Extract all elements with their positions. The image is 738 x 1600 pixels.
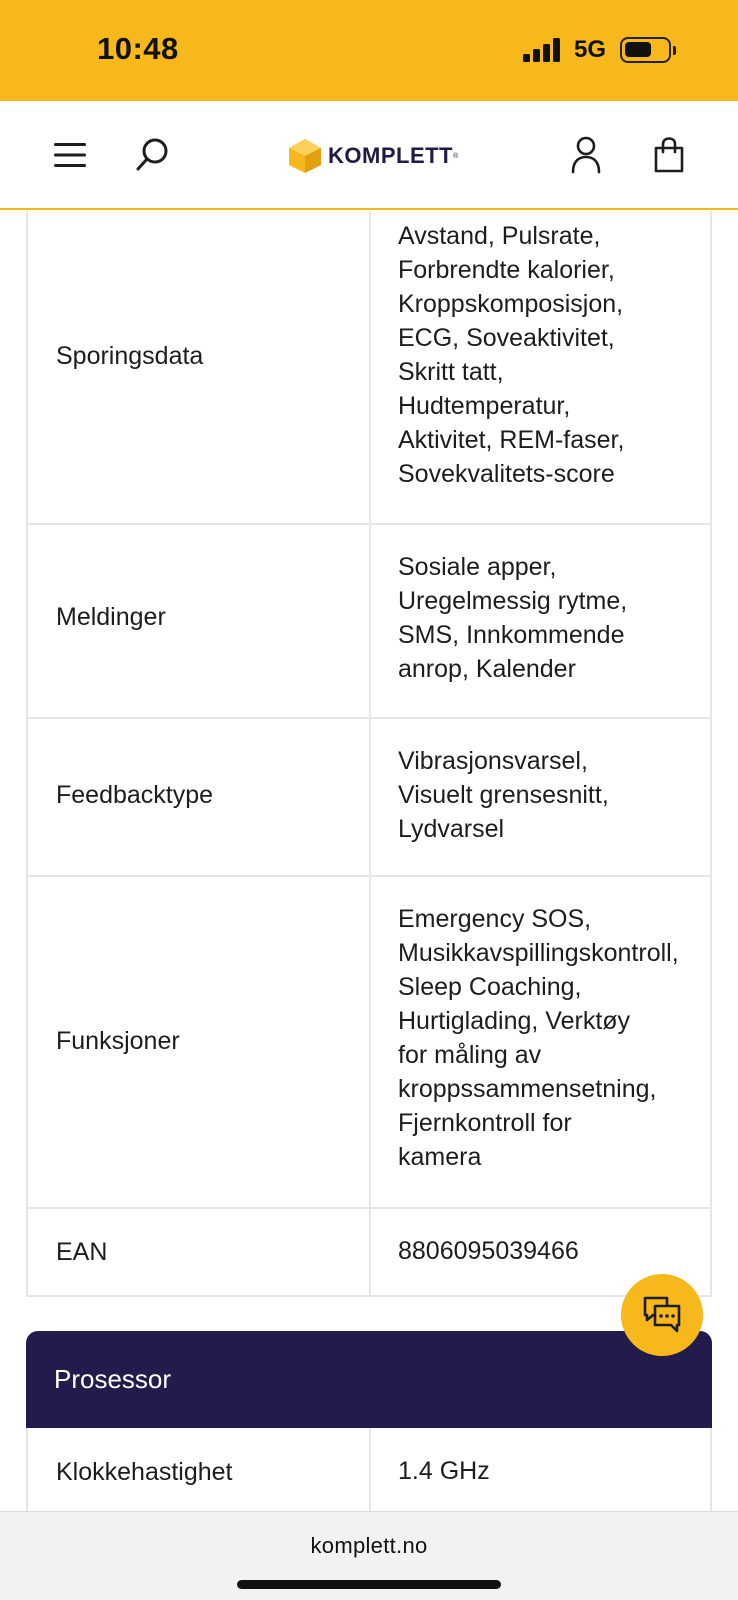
site-header	[0, 101, 738, 210]
logo-registered-mark: ®	[453, 152, 459, 160]
spec-label: Feedbacktype	[56, 781, 214, 809]
network-label: 5G	[574, 36, 607, 63]
spec-label: EAN	[56, 1238, 108, 1266]
section-title: Prosessor	[54, 1364, 172, 1394]
chat-icon	[641, 1295, 683, 1335]
spec-label: Sporingsdata	[56, 342, 204, 370]
spec-value: 8806095039466	[398, 1237, 579, 1265]
table-row	[28, 1209, 710, 1297]
table-row	[28, 877, 710, 1209]
home-indicator[interactable]	[237, 1580, 501, 1589]
chat-button[interactable]	[621, 1274, 703, 1356]
table-row	[28, 719, 710, 877]
signal-icon	[523, 38, 563, 62]
spec-value: Avstand, Pulsrate, Forbrendte kalorier, Kroppskomposisjon, ECG, Soveaktivitet, Skritt tatt, Hudtemperatur, Aktivitet, REM-faser, Sovekvalitets-score	[398, 222, 625, 488]
spec-table	[26, 211, 712, 1297]
url-text[interactable]: komplett.no	[310, 1533, 428, 1558]
spec-value: Vibrasjonsvarsel, Visuelt grensesnitt, Lydvarsel	[398, 747, 609, 843]
spec-value: Emergency SOS, Musikkavspillingskontroll, Sleep Coaching, Hurtiglading, Verktøy for måling av kroppssammensetning, Fjernkontroll for kamera	[398, 905, 679, 1171]
logo-mark-icon	[288, 138, 322, 174]
table-row	[28, 525, 710, 719]
table-row	[28, 1428, 710, 1511]
menu-icon[interactable]	[44, 129, 96, 181]
spec-label: Funksjoner	[56, 1027, 180, 1055]
account-icon[interactable]	[560, 129, 612, 181]
table-row	[28, 211, 710, 525]
spec-value: 1.4 GHz	[398, 1457, 490, 1485]
spec-label: Meldinger	[56, 603, 166, 631]
status-time: 10:48	[97, 31, 179, 66]
spec-label: Klokkehastighet	[56, 1458, 233, 1486]
section-header-processor[interactable]	[26, 1331, 712, 1428]
processor-table	[26, 1428, 712, 1511]
cart-icon[interactable]	[643, 129, 695, 181]
status-bar	[0, 0, 738, 101]
logo-text: KOMPLETT	[328, 143, 453, 168]
search-icon[interactable]	[126, 129, 178, 181]
battery-icon	[620, 37, 671, 63]
komplett-logo[interactable]	[288, 136, 458, 176]
browser-url-bar[interactable]	[0, 1511, 738, 1600]
spec-value: Sosiale apper, Uregelmessig rytme, SMS, Innkommende anrop, Kalender	[398, 553, 628, 683]
